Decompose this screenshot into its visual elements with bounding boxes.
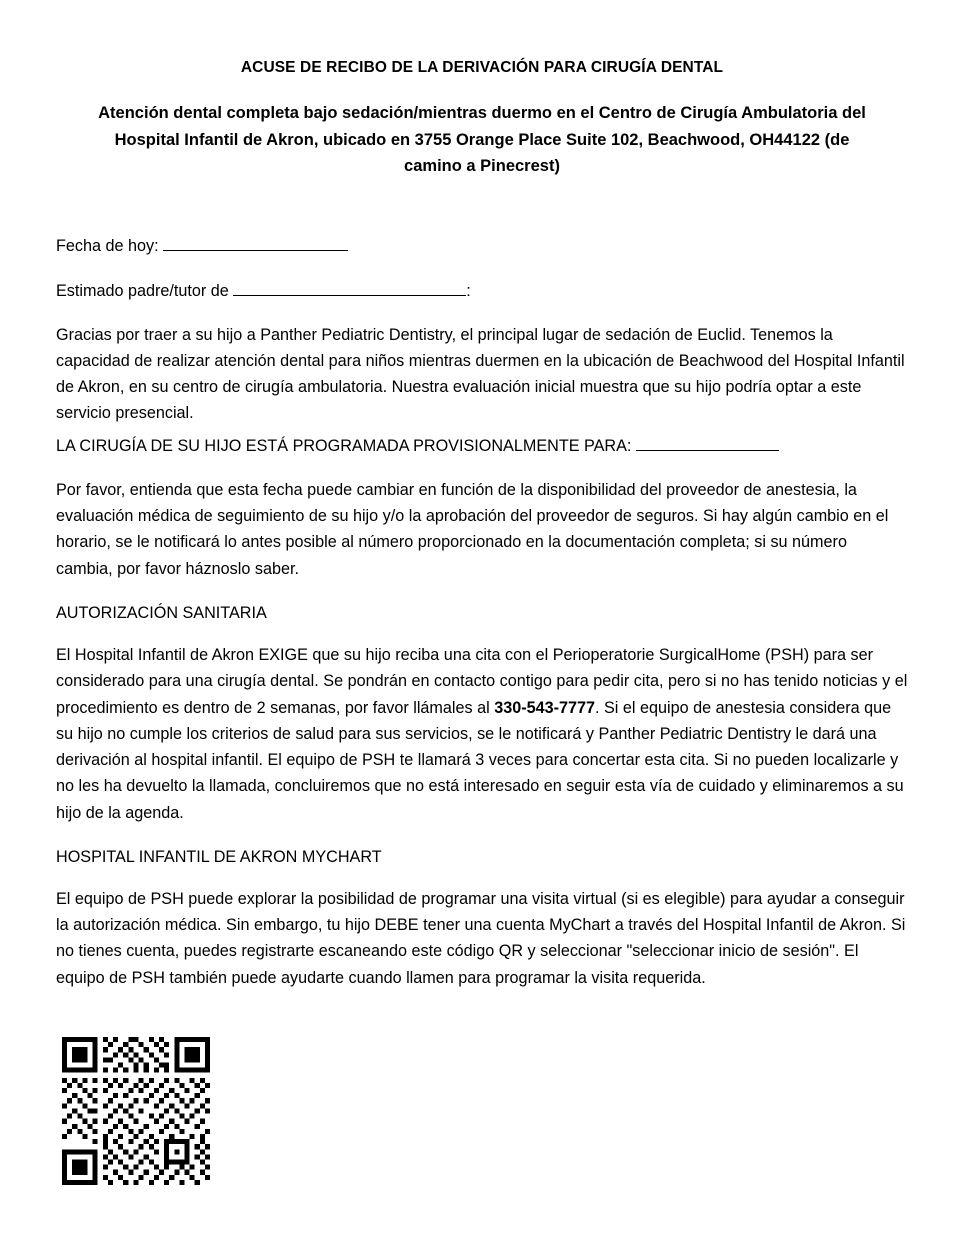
guardian-field-colon: : [466, 281, 471, 300]
document-subtitle: Atención dental completa bajo sedación/mientras duermo en el Centro de Cirugía Ambulatoria del Hospital Infantil de Akron, ubicado en 3755 Orange Place Suite 102, Beachwood, OH44122 (de camino a Pinecrest) [98, 104, 866, 175]
scheduled-date-blank[interactable] [636, 434, 779, 450]
mychart-paragraph: El equipo de PSH puede explorar la posibilidad de programar una visita virtual (si es elegible) para ayudar a conseguir la autorización médica. Sin embargo, tu hijo DEBE tener una cuenta MyChart a través del Hospital Infantil de Akron. Si no tienes cuenta, puedes registrarte escaneando este código QR y seleccionar "seleccionar inicio de sesión". El equipo de PSH también puede ayudarte cuando llamen para programar la visita requerida. [56, 890, 906, 987]
authorization-text-2: . Si el equipo de anestesia considera que su hijo no cumple los criterios de salud para sus servicios, se le notificará y Panther Pediatric Dentistry le dará una derivación al hospital infantil. El equipo de PSH te llamará 3 veces para concertar esta cita. Si no pueden localizarle y no les ha devuelto la llamada, concluiremos que no está interesado en seguir esta vía de cuidado y eliminaremos a su hijo de la agenda. [56, 698, 904, 822]
section-heading-mychart: HOSPITAL INFANTIL DE AKRON MYCHART [56, 847, 382, 866]
authorization-phone: 330-543-7777 [494, 698, 596, 717]
document-body [56, 233, 908, 991]
intro-paragraph: Gracias por traer a su hijo a Panther Pediatric Dentistry, el principal lugar de sedación de Euclid. Tenemos la capacidad de realizar atención dental para niños mientras duermen en la ubicación de Beachwood del Hospital Infantil de Akron, en su centro de cirugía ambulatoria. Nuestra evaluación inicial muestra que su hijo podría optar a este servicio presencial. [56, 325, 905, 423]
change-notice-paragraph: Por favor, entienda que esta fecha puede cambiar en función de la disponibilidad del proveedor de anestesia, la evaluación médica de seguimiento de su hijo y/o la aprobación del proveedor de seguros. Si hay algún cambio en el horario, se le notificará lo antes posible al número proporcionado en la documentación completa; si su número cambia, por favor háznoslo saber. [56, 480, 889, 578]
qr-code-container [62, 1037, 908, 1185]
scheduled-label: LA CIRUGÍA DE SU HIJO ESTÁ PROGRAMADA PROVISIONALMENTE PARA: [56, 436, 632, 455]
date-field-row [56, 233, 908, 259]
guardian-field-blank[interactable] [233, 279, 466, 295]
authorization-text-1: El Hospital Infantil de Akron EXIGE que su hijo reciba una cita con el Perioperatorie SurgicalHome (PSH) para ser considerado para una cirugía dental. Se pondrán en contacto contigo para pedir cita, pero si no has tenido noticias y el procedimiento es dentro de 2 semanas, por favor llámales al [56, 646, 908, 717]
qr-code-icon [62, 1037, 210, 1185]
page-title: ACUSE DE RECIBO DE LA DERIVACIÓN PARA CIRUGÍA DENTAL [240, 59, 724, 76]
scheduled-row [56, 433, 908, 459]
guardian-field-row [56, 278, 908, 304]
date-field-blank[interactable] [163, 235, 348, 251]
guardian-field-label: Estimado padre/tutor de [56, 281, 229, 300]
authorization-paragraph [56, 642, 908, 826]
section-heading-authorization: AUTORIZACIÓN SANITARIA [56, 603, 267, 622]
date-field-label: Fecha de hoy: [56, 237, 159, 256]
